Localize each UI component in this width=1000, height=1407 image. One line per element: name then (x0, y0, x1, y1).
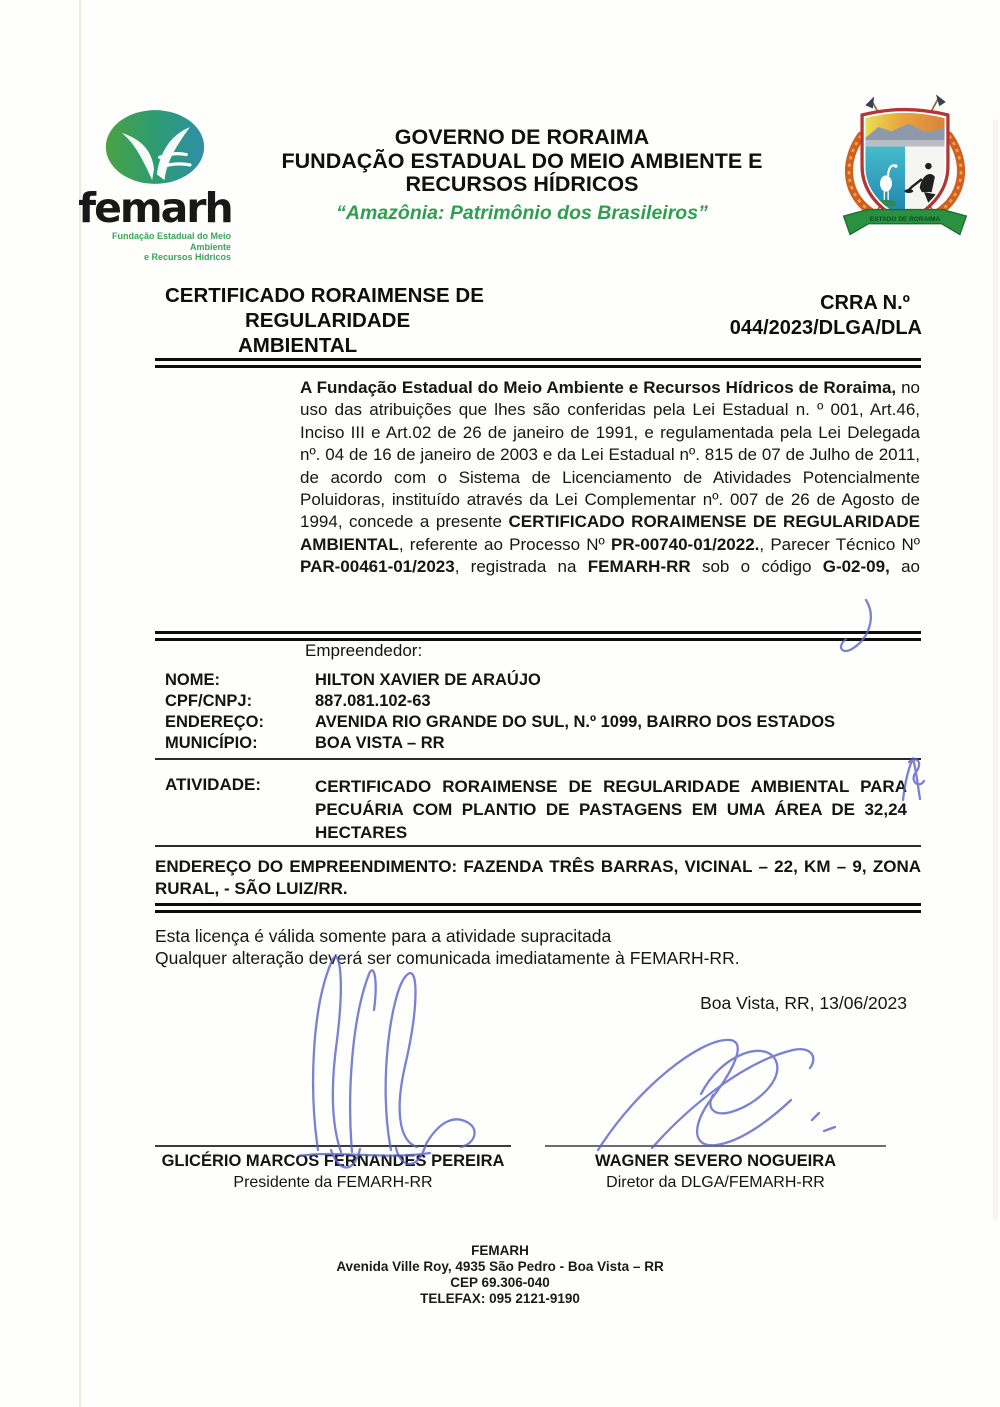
atividade-value: CERTIFICADO RORAIMENSE DE REGULARIDADE AMBIENTAL PARA PECUÁRIA COM PLANTIO DE PASTAGENS EM UMA ÁREA DE 32,24 HECTARES (315, 777, 907, 842)
empreendedor-fields (165, 670, 925, 754)
divider-thin-2 (155, 845, 921, 847)
field-label-municipio: MUNICÍPIO: (165, 734, 258, 752)
validity-line2: Qualquer alteração deverá ser comunicada imediatamente à FEMARH-RR. (155, 947, 740, 968)
certificate-title-line1: CERTIFICADO RORAIMENSE DE (165, 284, 484, 307)
field-label-nome: NOME: (165, 671, 220, 689)
certificate-title-line2: REGULARIDADE (245, 309, 411, 332)
femarh-tagline-line1: Fundação Estadual do Meio Ambiente (111, 231, 231, 252)
signer-name-president: GLICÉRIO MARCOS FERNANDES PEREIRA (161, 1152, 505, 1170)
date-line: Boa Vista, RR, 13/06/2023 (700, 993, 907, 1013)
crra-value: 044/2023/DLGA/DLA (729, 317, 922, 339)
footer-telefax: TELEFAX: 095 2121-9190 (420, 1291, 580, 1306)
roraima-coat-of-arms (836, 90, 974, 240)
field-label-cpf: CPF/CNPJ: (165, 692, 253, 710)
atividade-label: ATIVIDADE: (165, 775, 262, 794)
crra-number-block (660, 291, 922, 341)
ink-flourish-paragraph (841, 600, 871, 651)
femarh-tagline (75, 231, 235, 263)
divider-double-1 (155, 358, 921, 368)
header-government: GOVERNO DE RORAIMA (394, 125, 650, 149)
crra-label: CRRA N.º (820, 292, 910, 314)
footer-block (0, 1243, 1000, 1307)
signature-block-president (155, 1150, 511, 1194)
header-foundation-line2: RECURSOS HÍDRICOS (405, 172, 639, 196)
field-value-endereco: AVENIDA RIO GRANDE DO SUL, N.º 1099, BAIRRO DOS ESTADOS (315, 713, 836, 731)
field-value-cpf: 887.081.102-63 (315, 692, 431, 710)
field-row-cpf (165, 691, 925, 712)
femarh-logo (75, 108, 235, 263)
signature-block-director (545, 1150, 886, 1194)
field-row-endereco (165, 712, 925, 733)
header-motto: “Amazônia: Patrimônio dos Brasileiros” (336, 201, 708, 224)
header-block (248, 126, 796, 225)
header-foundation-line1: FUNDAÇÃO ESTADUAL DO MEIO AMBIENTE E (281, 148, 763, 173)
footer-cep: CEP 69.306-040 (450, 1275, 550, 1290)
ink-signature-director (598, 1040, 835, 1150)
femarh-wordmark: femarh (78, 184, 232, 232)
field-value-nome: HILTON XAVIER DE ARAÚJO (315, 671, 541, 689)
divider-double-2 (155, 631, 921, 641)
signer-role-director: Diretor da DLGA/FEMARH-RR (606, 1174, 825, 1191)
empreendedor-label: Empreendedor: (305, 641, 423, 660)
signer-role-president: Presidente da FEMARH-RR (233, 1174, 433, 1191)
field-value-municipio: BOA VISTA – RR (315, 734, 445, 752)
field-row-nome (165, 670, 925, 691)
body-paragraph: A Fundação Estadual do Meio Ambiente e Recursos Hídricos de Roraima, no uso das atribuições que lhes são conferidas pela Lei Estadual n. º 001, Art.46, Inciso III e Art.02 de 26 de janeiro de 1991, e regulamentada pela Lei Delegada nº. 04 de 16 de janeiro de 2003 e da Lei Estadual nº. 815 de 07 de Julho de 2011, de acordo com o Sistema de Licenciamento de Atividades Potencialmente Poluidoras, instituído através da Lei Complementar nº. 007 de 26 de Agosto de 1994, concede a presente CERTIFICADO RORAIMENSE DE REGULARIDADE AMBIENTAL, referente ao Processo Nº PR-00740-01/2022., Parecer Técnico Nº PAR-00461-01/2023, registrada na FEMARH-RR sob o código G-02-09, ao (300, 378, 921, 577)
footer-org: FEMARH (471, 1243, 529, 1258)
endereco-empreendimento: ENDEREÇO DO EMPREENDIMENTO: FAZENDA TRÊS BARRAS, VICINAL – 22, KM – 9, ZONA RURAL, - SÃO LUIZ/RR. (155, 857, 921, 898)
footer-address: Avenida Ville Roy, 4935 São Pedro - Boa Vista – RR (336, 1259, 664, 1274)
divider-thin-1 (155, 758, 921, 760)
crest-banner-text: ESTADO DE RORAIMA (869, 215, 941, 223)
divider-double-3 (155, 903, 921, 913)
femarh-tagline-line2: e Recursos Hídricos (143, 252, 231, 262)
ink-signature-president (300, 957, 475, 1168)
validity-line1: Esta licença é válida somente para a atividade supracitada (155, 926, 612, 946)
field-label-endereco: ENDEREÇO: (165, 713, 265, 731)
femarh-leaf-icon (103, 108, 207, 186)
signature-line-left (155, 1145, 511, 1147)
certificate-title-line3: AMBIENTAL (238, 334, 358, 357)
certificate-title (165, 283, 484, 358)
validity-text (155, 926, 740, 969)
signer-name-director: WAGNER SEVERO NOGUEIRA (594, 1152, 837, 1170)
field-row-municipio (165, 733, 925, 754)
signature-line-right (545, 1145, 886, 1147)
scan-edge-smudge (993, 120, 998, 1220)
